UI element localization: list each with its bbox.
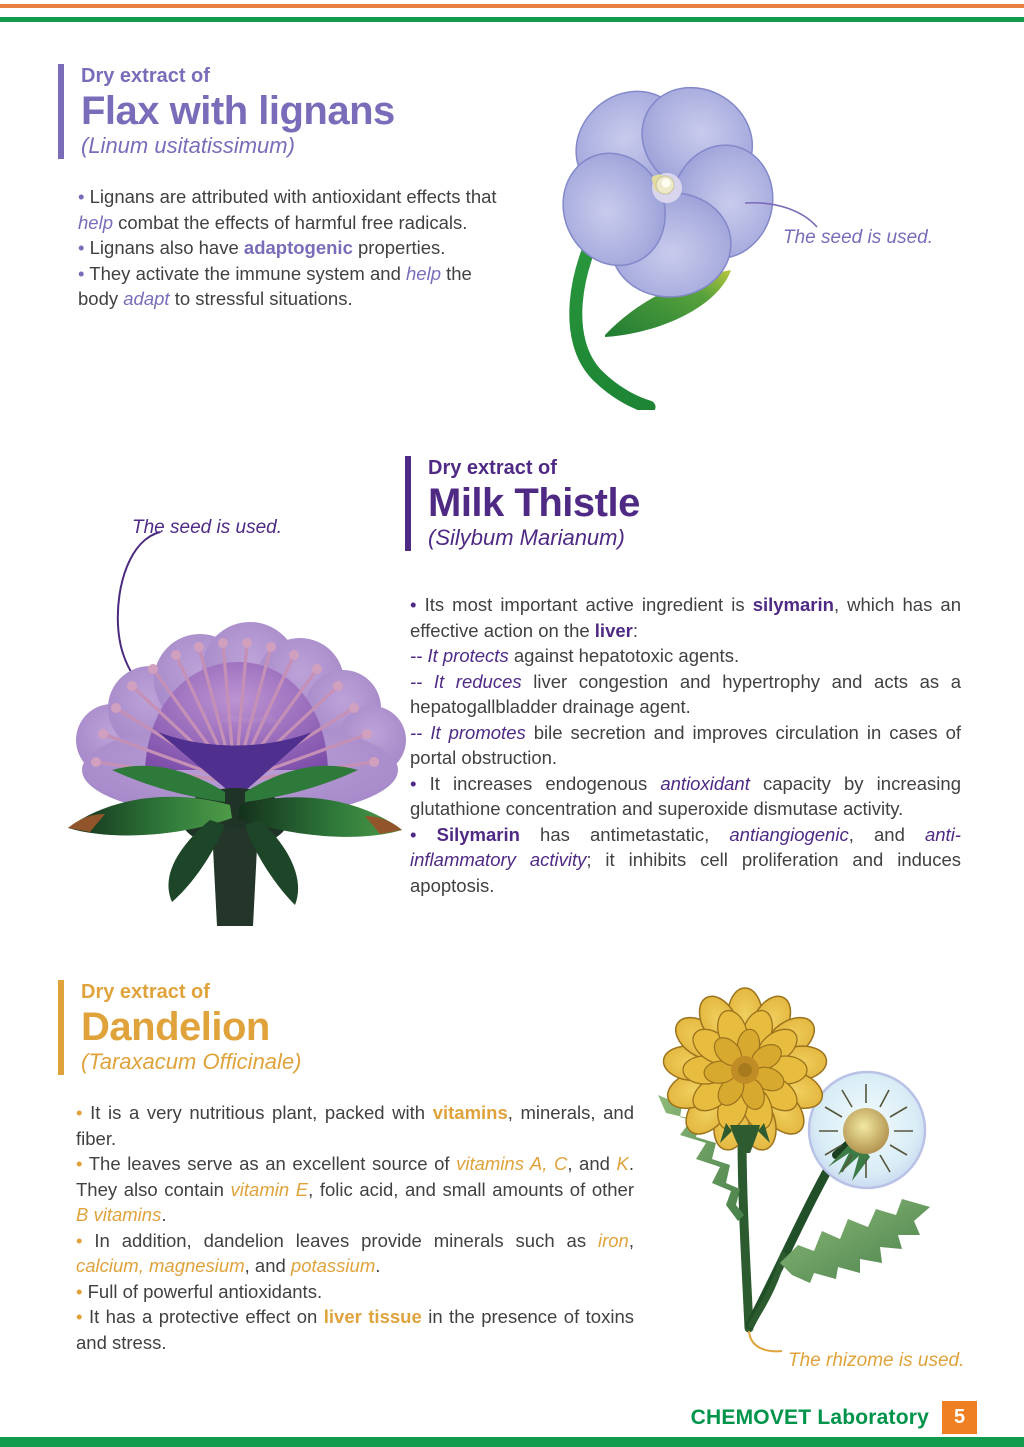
- milk-thistle-latin-name: (Silybum Marianum): [428, 525, 625, 550]
- top-orange-rule: [0, 4, 1024, 8]
- dandelion-caption: The rhizome is used.: [788, 1350, 965, 1371]
- dandelion-bullet-3: • In addition, dandelion leaves provide minerals such as iron, calcium, magnesium, and potassium.: [76, 1229, 634, 1276]
- dandelion-callout-line: [749, 1331, 782, 1351]
- dandelion-bullet-2: • The leaves serve as an excellent source of vitamins A, C, and K. They also contain vitamin E, folic acid, and small amounts of other B vitamins.: [76, 1153, 634, 1225]
- flax-caption: The seed is used.: [783, 227, 933, 248]
- dandelion-bullet-list: [76, 1100, 634, 1355]
- milk-thistle-illustration: [60, 530, 410, 930]
- top-green-rule: [0, 17, 1024, 22]
- milk-thistle-bullet-1: • Its most important active ingredient is silymarin, which has an effective action on the liver:: [410, 594, 961, 641]
- dandelion-title: Dandelion: [81, 1005, 270, 1049]
- milk-thistle-title: Milk Thistle: [428, 481, 640, 525]
- dandelion-latin-name: (Taraxacum Officinale): [81, 1049, 302, 1074]
- milk-thistle-bullet-2: -- It protects against hepatotoxic agents.: [410, 645, 740, 666]
- milk-thistle-bullet-4: -- It promotes bile secretion and improves circulation in cases of portal obstruction.: [410, 721, 961, 768]
- brand-name: CHEMOVET Laboratory: [690, 1405, 929, 1429]
- flax-bullet-2: • Lignans also have adaptogenic properties.: [78, 237, 446, 258]
- flax-bullet-1: • Lignans are attributed with antioxidant effects that help combat the effects of harmful free radicals.: [78, 186, 497, 233]
- dandelion-illustration: [630, 983, 1024, 1363]
- bottom-green-bar: [0, 1437, 1024, 1447]
- milk-thistle-caption: The seed is used.: [132, 517, 282, 538]
- flax-section-header: [58, 64, 395, 159]
- dandelion-bullet-1: • It is a very nutritious plant, packed with vitamins, minerals, and fiber.: [76, 1102, 635, 1149]
- dandelion-kicker: Dry extract of: [81, 981, 210, 1003]
- milk-thistle-bullet-3: -- It reduces liver congestion and hypertrophy and acts as a hepatogallbladder drainage agent.: [410, 670, 961, 717]
- flax-bullet-list: [78, 184, 514, 312]
- milk-thistle-section-header: [405, 456, 640, 551]
- page-footer: [691, 1401, 977, 1434]
- flax-kicker: Dry extract of: [81, 65, 210, 87]
- milk-thistle-trunk: [212, 828, 258, 926]
- flax-bullet-3: • They activate the immune system and help the body adapt to stressful situations.: [78, 262, 472, 309]
- milk-thistle-callout-line: [118, 532, 160, 680]
- dandelion-section-header: [58, 980, 301, 1075]
- milk-thistle-bullet-list: [410, 592, 961, 898]
- milk-thistle-bullet-5: • It increases endogenous antioxidant capacity by increasing glutathione concentration and superoxide dismutase activity.: [410, 772, 961, 819]
- milk-thistle-bullet-6: • Silymarin has antimetastatic, antiangiogenic, and anti-inflammatory activity; it inhibits cell proliferation and induces apoptosis.: [410, 823, 961, 896]
- flax-title: Flax with lignans: [81, 89, 395, 133]
- flax-latin-name: (Linum usitatissimum): [81, 133, 295, 158]
- dandelion-seed-head: [809, 1072, 925, 1188]
- dandelion-bullet-4: • Full of powerful antioxidants.: [76, 1280, 323, 1302]
- milk-thistle-kicker: Dry extract of: [428, 457, 557, 479]
- dandelion-header-bar: [58, 980, 64, 1075]
- page-number-badge: 5: [942, 1401, 977, 1434]
- flax-header-bar: [58, 64, 64, 159]
- dandelion-bullet-5: • It has a protective effect on liver tissue in the presence of toxins and stress.: [76, 1306, 634, 1353]
